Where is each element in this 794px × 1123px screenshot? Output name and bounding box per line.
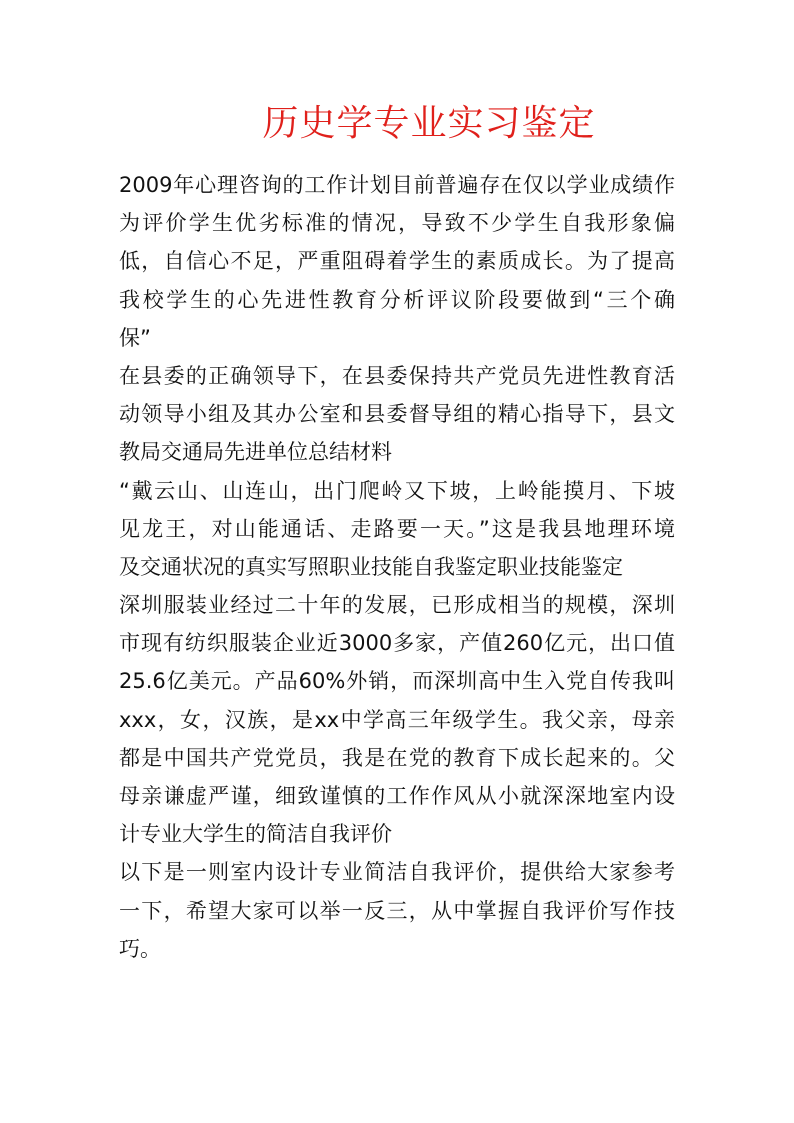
text-line: 教局交通局先进单位总结材料: [119, 440, 392, 465]
text-line: 以下是一则室内设计专业简洁自我评价，提供给大家参考: [119, 860, 675, 885]
text-line: “戴云山、山连山，出门爬岭又下坡，上岭能摸月、下坡: [119, 478, 675, 503]
text-line: 一下，希望大家可以举一反三，从中掌握自我评价写作技: [119, 898, 675, 923]
text-line: 母亲谦虚严谨，细致谨慎的工作作风从小就深深地室内设: [119, 784, 675, 808]
text-line: 为评价学生优劣标准的情况，导致不少学生自我形象偏: [119, 211, 675, 236]
document-title: 历史学专业实习鉴定: [262, 103, 596, 144]
text-line: xxx，女，汉族，是xx中学高三年级学生。我父亲，母亲: [119, 707, 675, 732]
text-line: 见龙王，对山能通话、走路要一天。”这是我县地理环境: [119, 516, 675, 541]
text-line: 计专业大学生的简洁自我评价: [119, 822, 392, 847]
text-line: 巧。: [119, 936, 161, 961]
text-line: 动领导小组及其办公室和县委督导组的精心指导下，县文: [119, 402, 675, 427]
text-line: 保”: [119, 325, 151, 350]
text-line: 我校学生的心先进性教育分析评议阶段要做到“三个确: [119, 287, 675, 312]
text-line: 及交通状况的真实写照职业技能自我鉴定职业技能鉴定: [119, 554, 623, 579]
text-line: 2009年心理咨询的工作计划目前普遍存在仅以学业成绩作: [119, 173, 675, 197]
text-line: 25.6亿美元。产品60%外销，而深圳高中生入党自传我叫: [119, 669, 675, 694]
text-line: 都是中国共产党党员，我是在党的教育下成长起来的。父: [119, 745, 675, 770]
text-line: 深圳服装业经过二十年的发展，已形成相当的规模，深圳: [119, 593, 675, 618]
text-line: 低，自信心不足，严重阻碍着学生的素质成长。为了提高: [119, 249, 675, 274]
text-line: 在县委的正确领导下，在县委保持共产党员先进性教育活: [119, 363, 675, 388]
text-line: 市现有纺织服装企业近3000多家，产值260亿元，出口值: [119, 631, 675, 656]
document-body: [119, 166, 675, 968]
